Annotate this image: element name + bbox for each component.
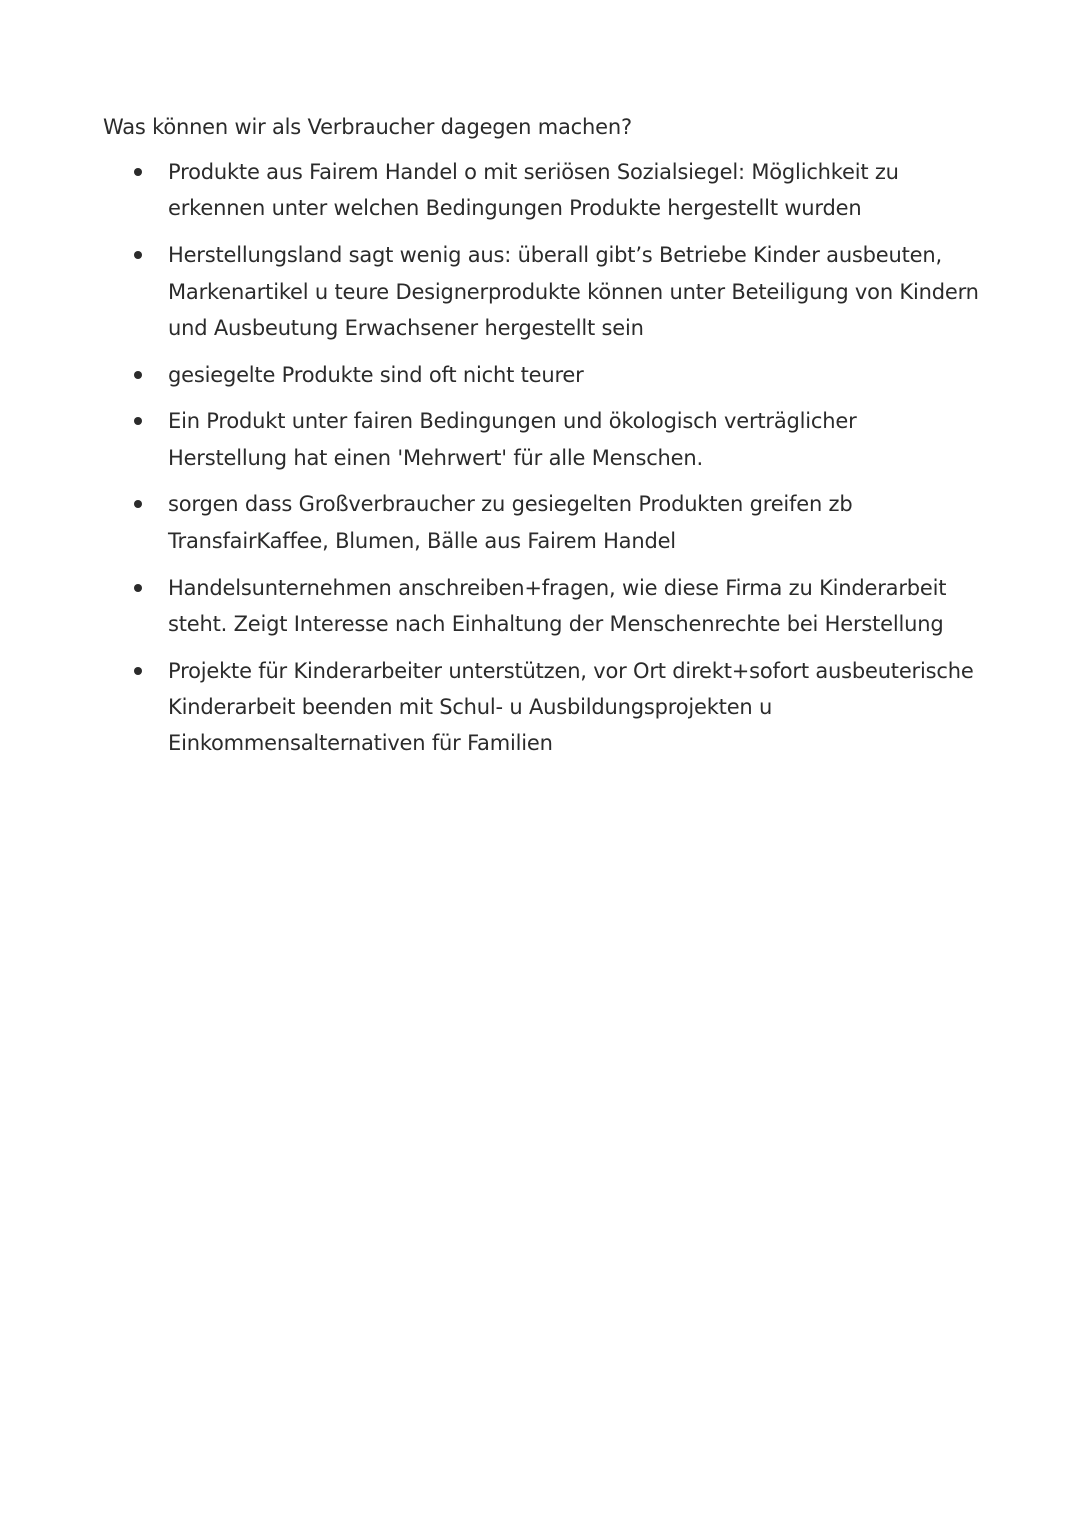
bullet-icon [134,500,142,508]
list-item [0,154,980,227]
list-item [0,403,980,476]
list-item-text: gesiegelte Produkte sind oft nicht teurer [168,362,584,387]
list-item [0,653,980,762]
list-item-text: Ein Produkt unter fairen Bedingungen und ökologisch verträglicher Herstellung hat einen 'Mehrwert' für alle Menschen. [168,409,857,470]
list-item-text: Handelsunternehmen anschreiben+fragen, wie diese Firma zu Kinderarbeit steht. Zeigt Interesse nach Einhaltung der Menschenrechte bei Herstellung [168,575,947,636]
bullet-icon [134,417,142,425]
list-item [0,237,980,346]
bullet-icon [134,251,142,259]
list-item [0,570,980,643]
list-item-text: Herstellungsland sagt wenig aus: überall gibt’s Betriebe Kinder ausbeuten, Markenartikel u teure Designerprodukte können unter Beteiligung von Kindern und Ausbeutung Erwachsener hergestellt sein [168,243,979,340]
list-item-text: sorgen dass Großverbraucher zu gesiegelten Produkten greifen zb TransfairKaffee, Blumen, Bälle aus Fairem Handel [168,492,853,553]
list-item [0,357,980,393]
list-item-text: Produkte aus Fairem Handel o mit seriösen Sozialsiegel: Möglichkeit zu erkennen unter welchen Bedingungen Produkte hergestellt wurden [168,160,899,221]
bullet-icon [134,168,142,176]
bullet-list [0,154,1080,772]
bullet-icon [134,667,142,675]
page-heading: Was können wir als Verbraucher dagegen machen? [103,115,632,139]
list-item [0,486,980,559]
bullet-icon [134,371,142,379]
list-item-text: Projekte für Kinderarbeiter unterstützen, vor Ort direkt+sofort ausbeuterische Kinderarbeit beenden mit Schul- u Ausbildungsprojekten u Einkommensalternativen für Familien [168,658,974,756]
bullet-icon [134,584,142,592]
